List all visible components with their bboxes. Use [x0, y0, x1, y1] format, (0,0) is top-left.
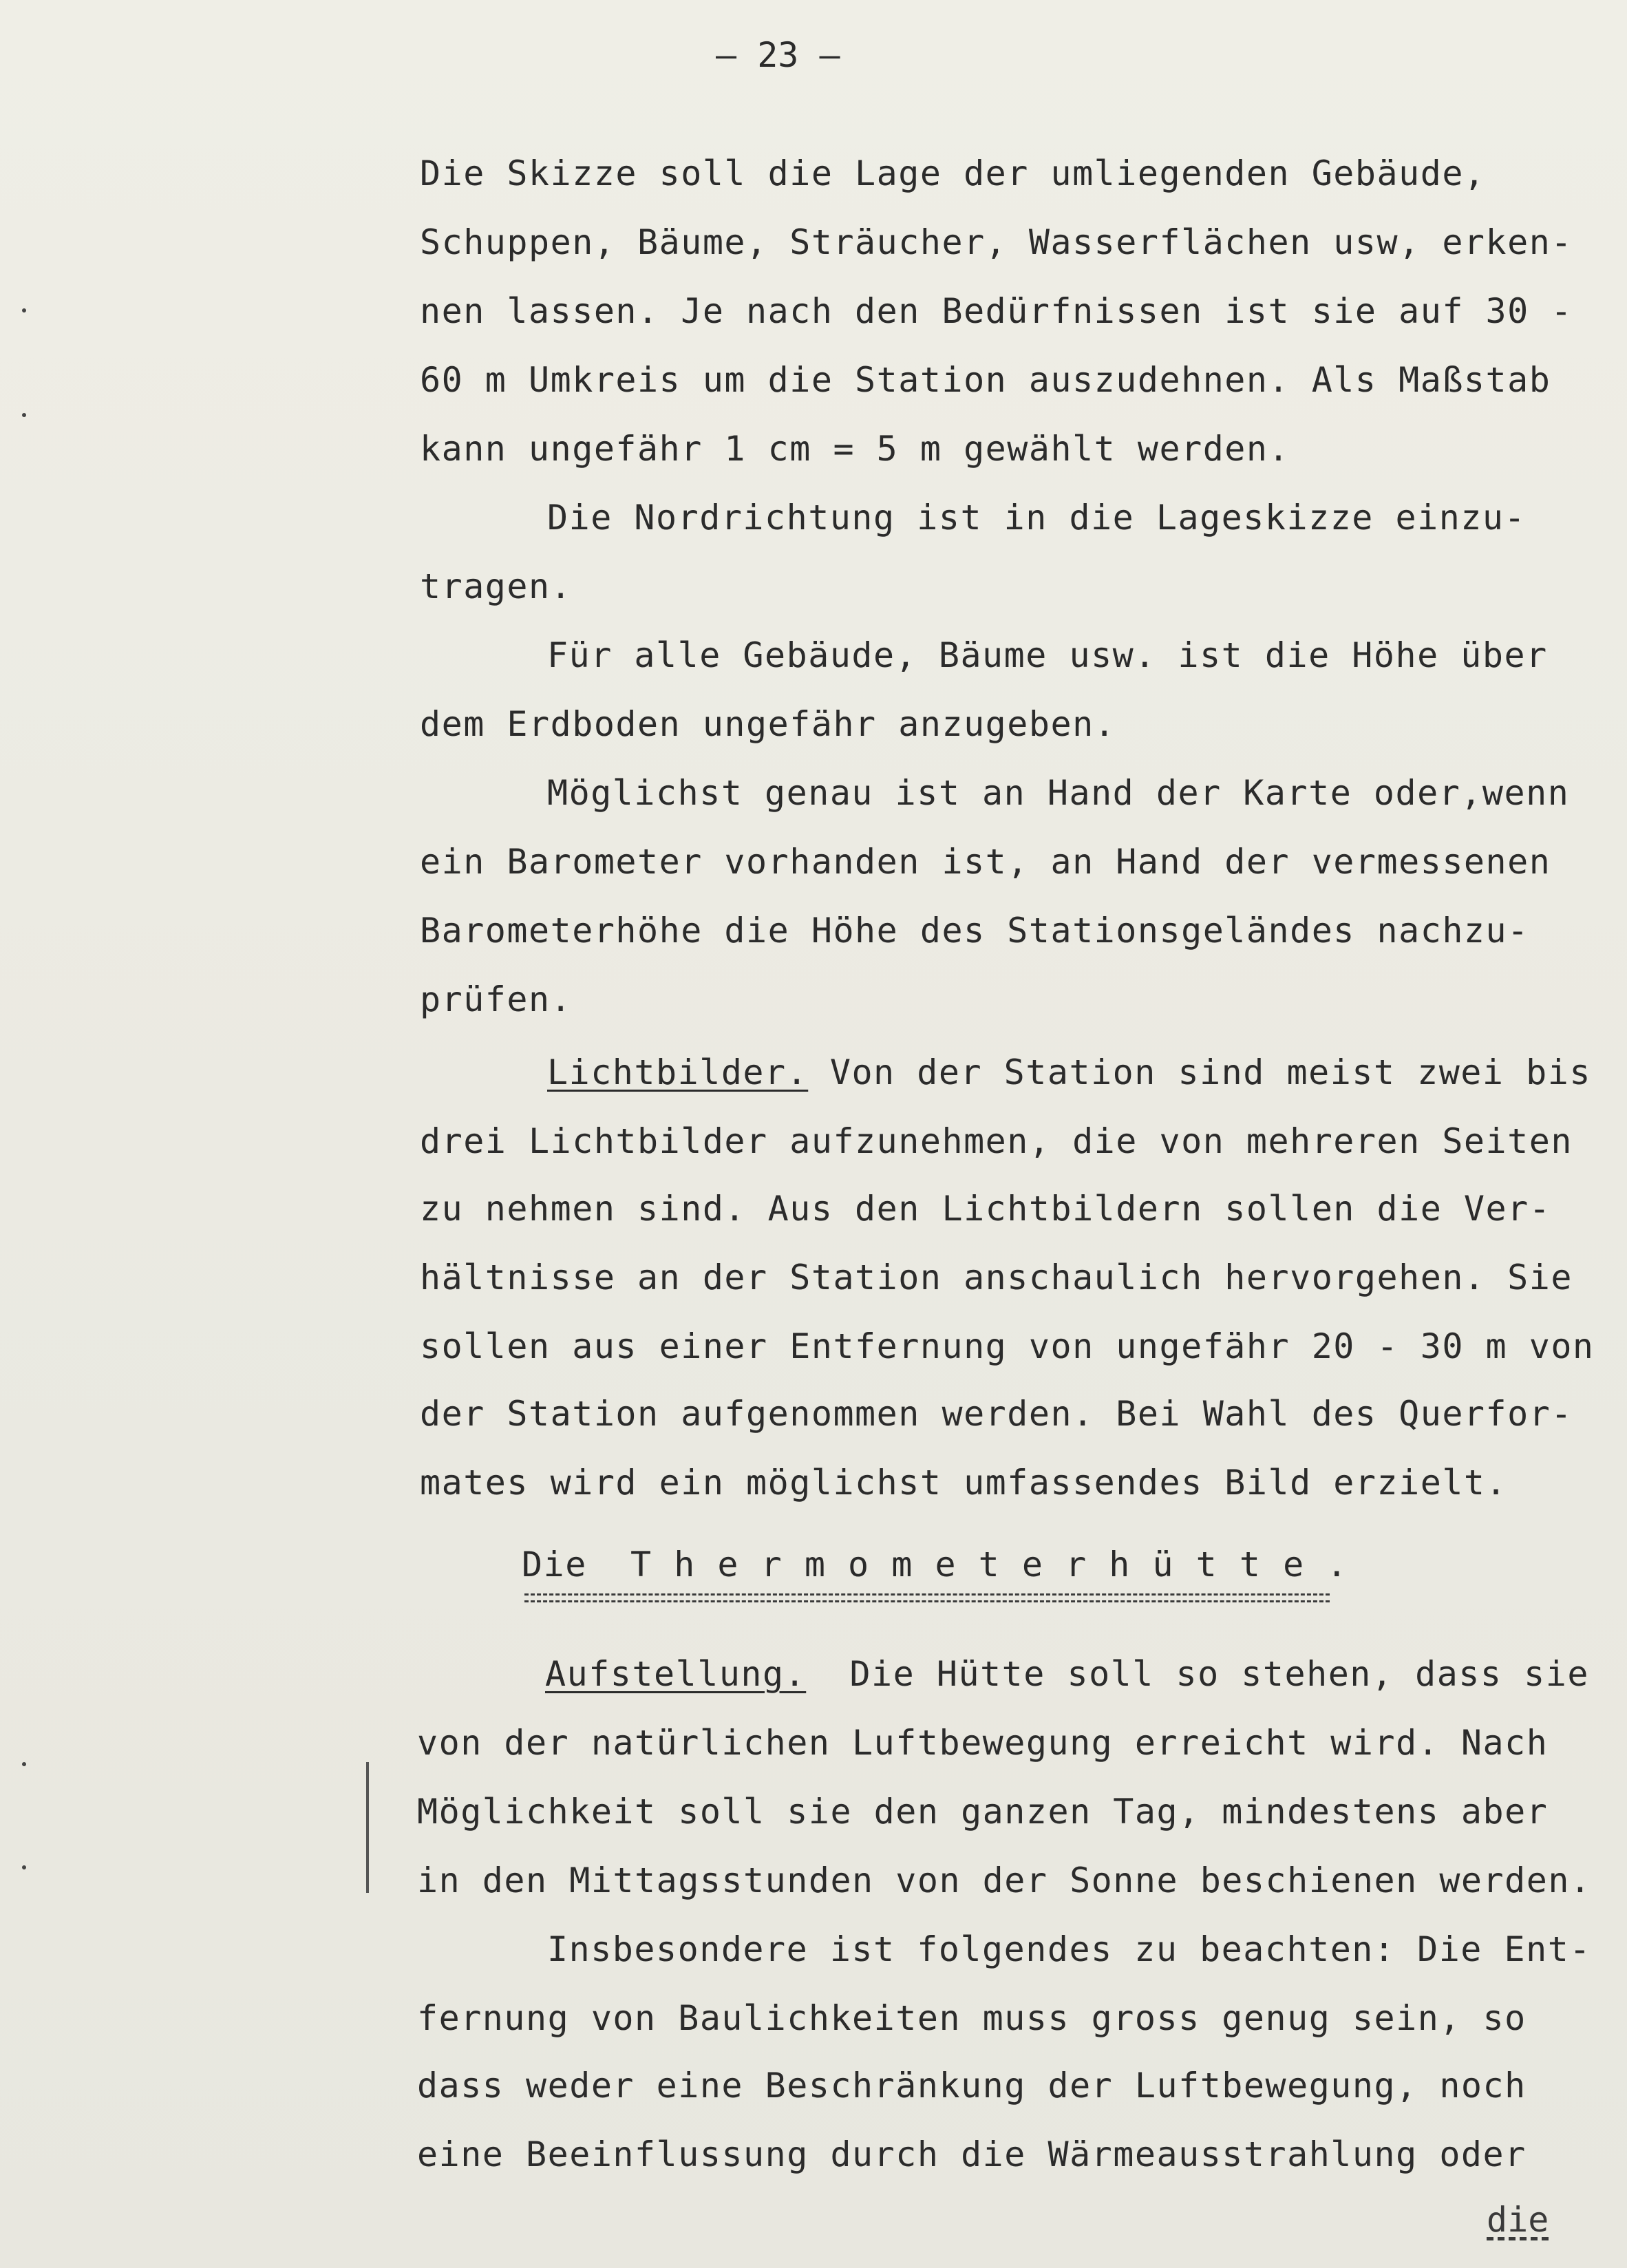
text-span: Die Hütte soll so stehen, dass sie	[806, 1654, 1589, 1694]
text-span: Von der Station sind meist zwei bis	[808, 1052, 1591, 1092]
text-line: mates wird ein möglichst umfassendes Bild erzielt.	[420, 1463, 1508, 1503]
text-line: Möglichst genau ist an Hand der Karte oder,wenn	[547, 773, 1570, 813]
text-line: Insbesondere ist folgendes zu beachten: Die Ent-	[547, 1929, 1591, 1969]
margin-mark	[22, 1865, 26, 1869]
page-number: — 23 —	[716, 35, 840, 75]
text-line: prüfen.	[420, 979, 573, 1019]
text-line: kann ungefähr 1 cm = 5 m gewählt werden.	[420, 429, 1290, 469]
text-line: drei Lichtbilder aufzunehmen, die von mehreren Seiten	[420, 1121, 1573, 1161]
text-line: hältnisse an der Station anschaulich hervorgehen. Sie	[420, 1258, 1573, 1297]
text-line: von der natürlichen Luftbewegung erreicht wird. Nach	[417, 1723, 1549, 1763]
text-line-with-lead	[547, 1052, 1591, 1093]
text-line: Für alle Gebäude, Bäume usw. ist die Höhe über	[547, 635, 1548, 675]
paragraph-lead: Aufstellung.	[545, 1654, 807, 1694]
text-line: Die Nordrichtung ist in die Lageskizze einzu-	[547, 498, 1527, 538]
paragraph-lead: Lichtbilder.	[547, 1052, 809, 1092]
text-line-with-lead	[545, 1653, 1589, 1695]
text-line: der Station aufgenommen werden. Bei Wahl des Querfor-	[420, 1394, 1573, 1434]
text-line: eine Beeinflussung durch die Wärmeausstrahlung oder	[417, 2134, 1527, 2174]
text-line: dem Erdboden ungefähr anzugeben.	[420, 704, 1116, 744]
text-line: 60 m Umkreis um die Station auszudehnen. Als Maßstab	[420, 360, 1551, 400]
margin-mark	[22, 413, 26, 417]
text-line: in den Mittagsstunden von der Sonne beschienen werden.	[417, 1861, 1592, 1900]
text-line: tragen.	[420, 566, 573, 606]
margin-bar	[366, 1762, 369, 1893]
text-line: Möglichkeit soll sie den ganzen Tag, mindestens aber	[417, 1792, 1549, 1832]
margin-mark	[22, 308, 26, 312]
text-line: Schuppen, Bäume, Sträucher, Wasserflächen usw, erken-	[420, 222, 1573, 262]
text-line: fernung von Baulichkeiten muss gross genug sein, so	[417, 1998, 1527, 2038]
text-line: sollen aus einer Entfernung von ungefähr 20 - 30 m von	[420, 1326, 1595, 1366]
heading-double-underline	[524, 1593, 1330, 1604]
text-line: Barometerhöhe die Höhe des Stationsgeländes nachzu-	[420, 911, 1529, 951]
catchword: die	[1487, 2200, 1549, 2240]
text-line: Die Skizze soll die Lage der umliegenden Gebäude,	[420, 153, 1486, 193]
text-line: zu nehmen sind. Aus den Lichtbildern sollen die Ver-	[420, 1189, 1551, 1229]
text-line: ein Barometer vorhanden ist, an Hand der vermessenen	[420, 842, 1551, 882]
text-line: dass weder eine Beschränkung der Luftbewegung, noch	[417, 2066, 1527, 2106]
margin-mark	[22, 1762, 26, 1766]
text-line: nen lassen. Je nach den Bedürfnissen ist sie auf 30 -	[420, 291, 1573, 331]
section-heading: Die T h e r m o m e t e r h ü t t e .	[522, 1545, 1348, 1585]
